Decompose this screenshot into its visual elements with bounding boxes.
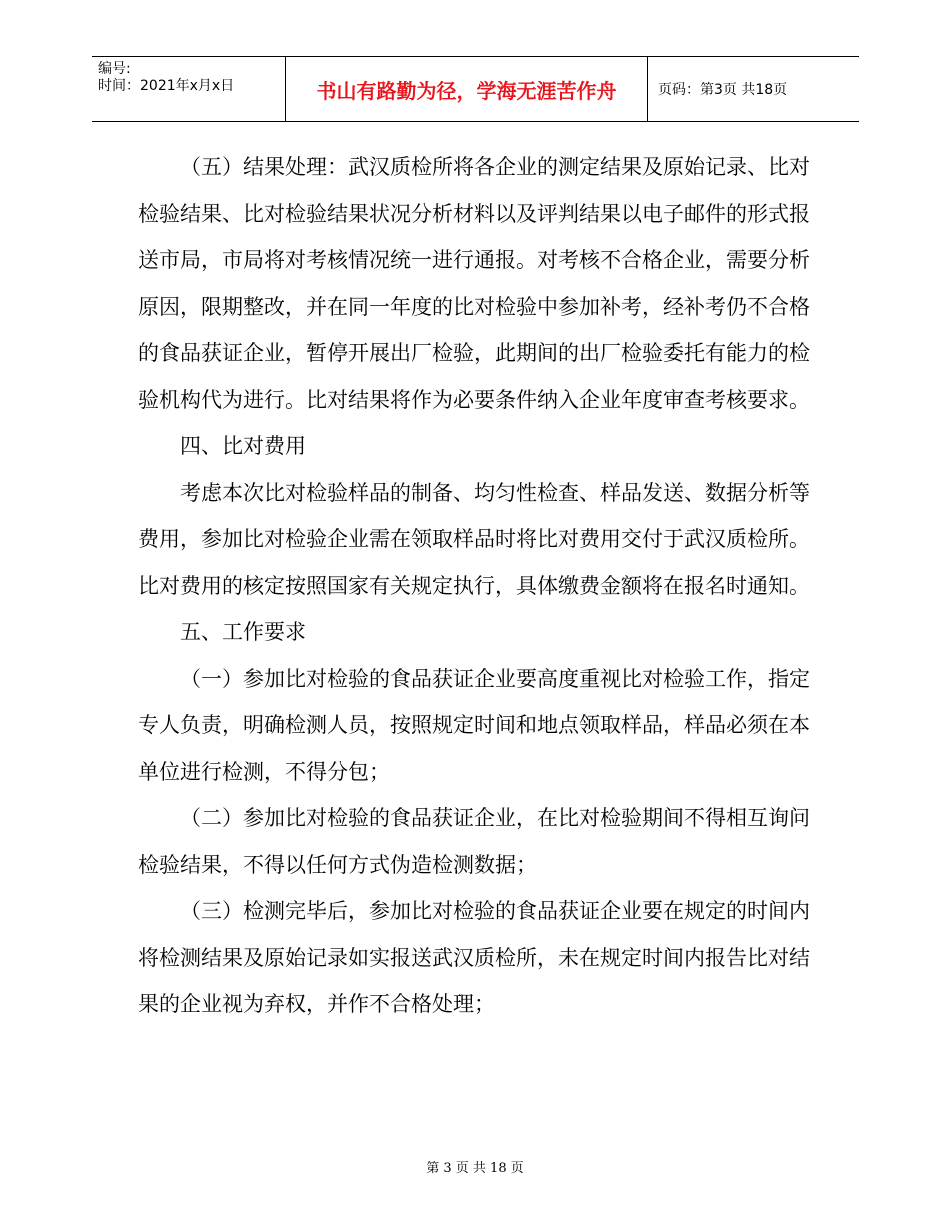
paragraph-requirement-2: （二）参加比对检验的食品获证企业，在比对检验期间不得相互询问检验结果，不得以任何方式伪造检测数据； [138, 806, 810, 877]
section-heading-requirements: 五、工作要求 [180, 620, 306, 644]
header-meta [92, 57, 286, 121]
paragraph-requirement-3: （三）检测完毕后，参加比对检验的食品获证企业要在规定的时间内将检测结果及原始记录如实报送武汉质检所，未在规定时间内报告比对结果的企业视为弃权，并作不合格处理； [138, 899, 810, 1016]
document-body [138, 144, 810, 1028]
serial-label: 编号: [98, 61, 131, 77]
section-heading-fees: 四、比对费用 [180, 434, 306, 458]
page-footer: 第 3 页 共 18 页 [426, 1161, 524, 1176]
paragraph-requirement-1: （一）参加比对检验的食品获证企业要高度重视比对检验工作，指定专人负责，明确检测人员，按照规定时间和地点领取样品，样品必须在本单位进行检测，不得分包； [138, 666, 810, 784]
time-label: 时间：2021年x月x日 [98, 78, 235, 94]
paragraph-result-handling: （五）结果处理：武汉质检所将各企业的测定结果及原始记录、比对检验结果、比对检验结果状况分析材料以及评判结果以电子邮件的形式报送市局，市局将对考核情况统一进行通报。对考核不合格企业，需要分析原因，限期整改，并在同一年度的比对检验中参加补考，经补考仍不合格的食品获证企业，暂停开展出厂检验，此期间的出厂检验委托有能力的检验机构代为进行。比对结果将作为必要条件纳入企业年度审查考核要求。 [138, 155, 810, 412]
header-page-info: 页码：第3页 共18页 [658, 82, 788, 98]
header-motto: 书山有路勤为径，学海无涯苦作舟 [286, 57, 648, 121]
page-header [92, 56, 859, 122]
paragraph-fees: 考虑本次比对检验样品的制备、均匀性检查、样品发送、数据分析等费用，参加比对检验企业需在领取样品时将比对费用交付于武汉质检所。比对费用的核定按照国家有关规定执行，具体缴费金额将在报名时通知。 [138, 480, 810, 598]
